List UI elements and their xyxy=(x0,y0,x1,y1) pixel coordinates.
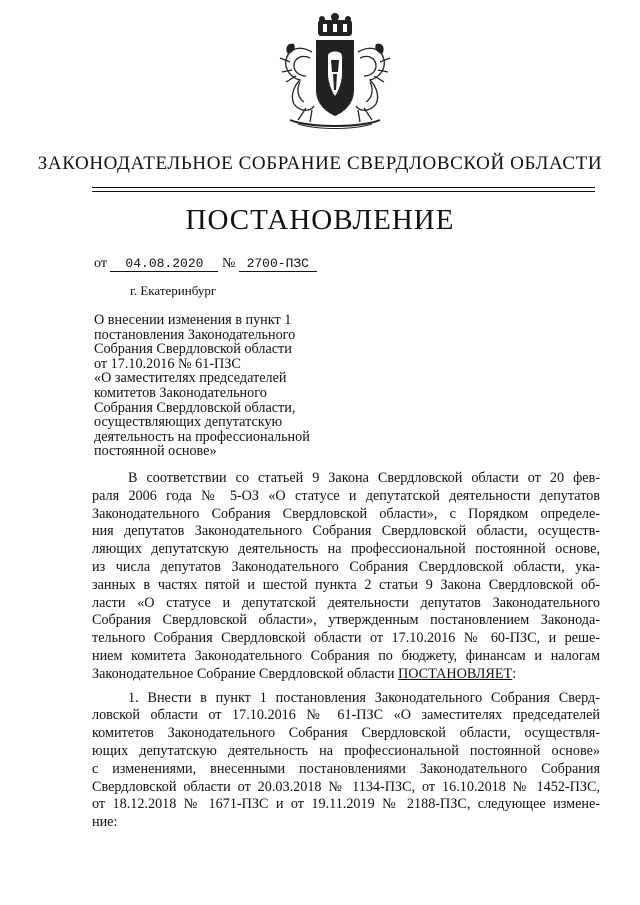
body-line: занных в частях пятой и шестой пункта 2 статьи 9 Закона Свердловской об- xyxy=(92,576,600,593)
body-line-text: Законодательное Собрание Свердловской области xyxy=(92,665,395,682)
header-rule-thin xyxy=(92,191,595,192)
body-line: ласти «О статусе и депутатской деятельности депутатов Законодательного xyxy=(92,594,600,611)
body-line: ловской области от 17.10.2016 № 61-ПЗС «О заместителях председателей xyxy=(92,707,600,724)
subject-block xyxy=(94,313,354,459)
body-line: раля 2006 года № 5-ОЗ «О статусе и депутатской деятельности депутатов xyxy=(92,487,600,504)
subject-line: Собрания Свердловской области xyxy=(94,341,292,358)
subject-line: «О заместителях председателей xyxy=(94,370,287,387)
body-line: с изменениями, внесенными постановлениями Законодательного Собрания xyxy=(92,760,600,777)
header-rule-thick xyxy=(92,187,595,188)
body-line: Собрания Свердловской области», утвержденным постановлением Законода- xyxy=(92,612,600,629)
number-prefix: № xyxy=(221,256,236,271)
body-line-resolves xyxy=(92,666,600,684)
coat-of-arms-emblem xyxy=(270,12,400,132)
date-prefix: от xyxy=(94,256,107,271)
subject-line: Собрания Свердловской области, xyxy=(94,399,296,416)
body-line: из числа депутатов Законодательного Собрания Свердловской области, ука- xyxy=(92,558,600,575)
subject-line: деятельность на профессиональной xyxy=(94,428,310,445)
body-line: ющих депутатскую деятельность на профессиональной постоянной основе» xyxy=(92,742,600,759)
body-line: В соответствии со статьей 9 Закона Свердловской области от 20 фев- xyxy=(128,470,600,486)
subject-line: О внесении изменения в пункт 1 xyxy=(94,312,292,328)
document-type-title: ПОСТАНОВЛЕНИЕ xyxy=(185,204,455,236)
document-number: 2700-ПЗС xyxy=(239,256,317,272)
body-line: тельного Собрания Свердловской области от 17.10.2016 № 60-ПЗС, и реше- xyxy=(92,630,600,647)
subject-line: комитетов Законодательного xyxy=(94,384,267,401)
body-line: ния депутатов Законодательного Собрания Свердловской области, осуществ- xyxy=(92,523,600,540)
body-line: ние: xyxy=(92,814,118,831)
body-line: 1. Внести в пункт 1 постановления Законодательного Собрания Сверд- xyxy=(128,689,600,706)
subject-line: постановления Законодательного xyxy=(94,326,296,343)
city: г. Екатеринбург xyxy=(130,283,217,298)
resolves-colon: : xyxy=(512,665,517,682)
resolves-keyword: ПОСТАНОВЛЯЕТ xyxy=(398,665,513,682)
organization-name: ЗАКОНОДАТЕЛЬНОЕ СОБРАНИЕ СВЕРДЛОВСКОЙ ОБЛАСТИ xyxy=(37,153,603,174)
document-date: 04.08.2020 xyxy=(110,256,218,272)
body-line: Свердловской области от 20.03.2018 № 1134-ПЗС, от 16.10.2018 № 1452-ПЗС, xyxy=(92,778,600,795)
subject-line: осуществляющих депутатскую xyxy=(94,414,283,431)
body-line: Законодательного Собрания Свердловской области», с Порядком определе- xyxy=(92,505,600,522)
body-line: комитетов Законодательного Собрания Свердловской области, осуществля- xyxy=(92,725,600,742)
subject-line: постоянной основе» xyxy=(94,443,217,460)
body-line: ляющих депутатскую деятельность на профессиональной постоянной основе, xyxy=(92,541,600,558)
document-body xyxy=(92,470,600,832)
date-number-line xyxy=(94,256,317,272)
body-line: от 18.12.2018 № 1671-ПЗС и от 19.11.2019 № 2188-ПЗС, следующее измене- xyxy=(92,796,600,813)
body-line: нием комитета Законодательного Собрания по бюджету, финансам и налогам xyxy=(92,647,600,664)
subject-line: от 17.10.2016 № 61-ПЗС xyxy=(94,355,241,372)
